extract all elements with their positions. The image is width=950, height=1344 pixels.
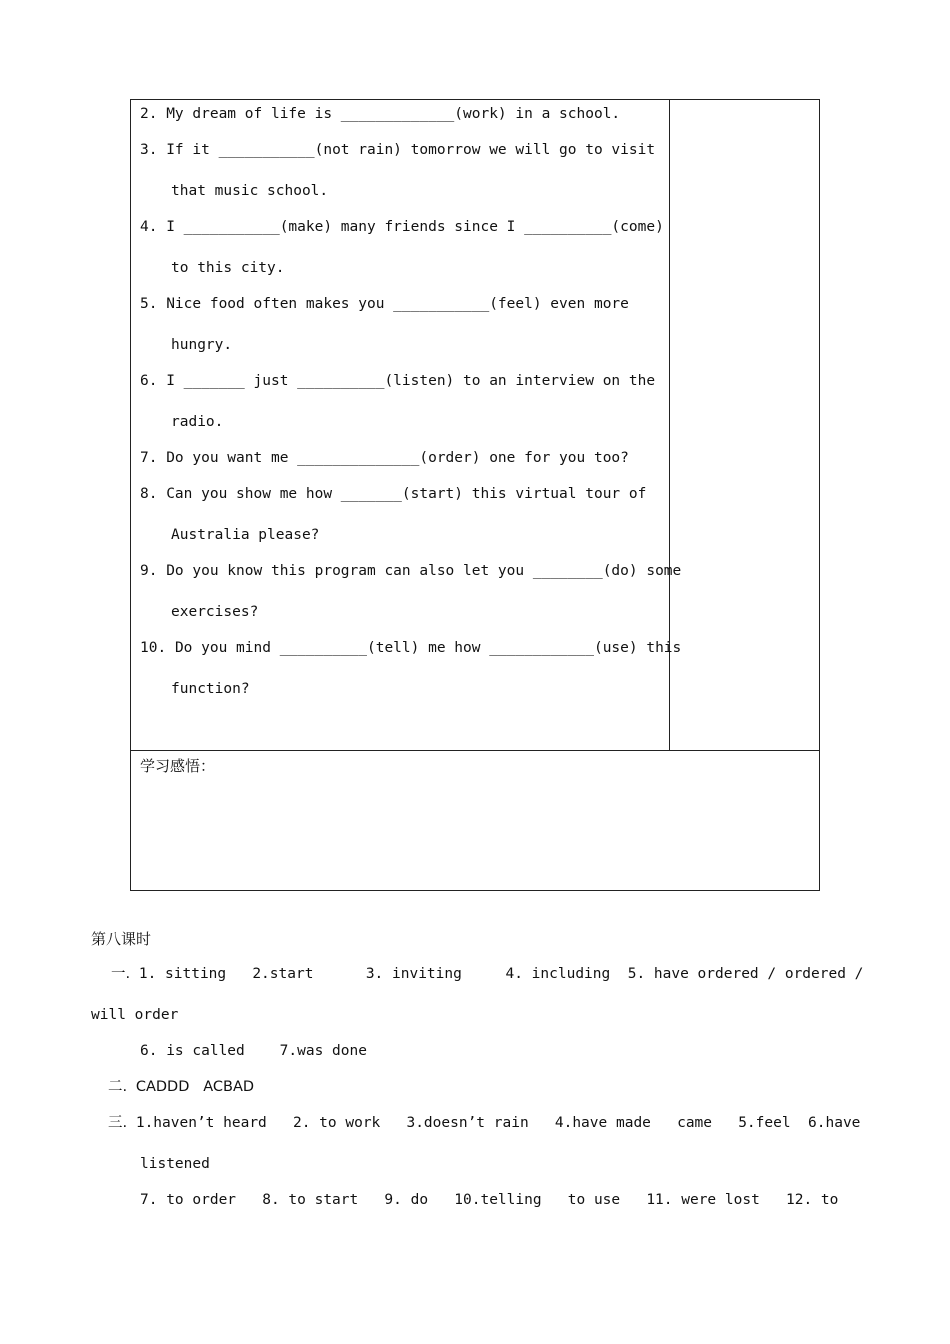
answer-line: 7. to order 8. to start 9. do 10.telling to use 11. were lost 12. to	[140, 1192, 839, 1208]
exercise-item: 4. I ___________(make) many friends since I __________(come)	[140, 219, 664, 235]
answer-line: will order	[91, 1007, 179, 1023]
exercise-table	[130, 99, 820, 891]
lesson-title: 第八课时	[91, 930, 152, 948]
answer-line: 三. 1.haven’t heard 2. to work 3.doesn’t rain 4.have made came 5.feel 6.have	[108, 1115, 861, 1131]
exercise-continuation: that music school.	[171, 183, 329, 199]
answer-line: 一. 1. sitting 2.start 3. inviting 4. including 5. have ordered / ordered /	[111, 966, 864, 982]
exercise-item: 8. Can you show me how _______(start) this virtual tour of	[140, 486, 647, 502]
exercise-item: 2. My dream of life is _____________(work) in a school.	[140, 106, 621, 122]
row-divider	[131, 750, 819, 751]
reflection-label: 学习感悟：	[140, 757, 216, 775]
exercise-item: 7. Do you want me ______________(order) one for you too?	[140, 450, 629, 466]
answer-line: 6. is called 7.was done	[140, 1043, 367, 1059]
exercise-continuation: hungry.	[171, 337, 233, 353]
exercise-continuation: Australia please?	[171, 527, 320, 543]
exercise-continuation: exercises?	[171, 604, 259, 620]
exercise-continuation: function?	[171, 681, 250, 697]
exercise-item: 3. If it ___________(not rain) tomorrow we will go to visit	[140, 142, 656, 158]
answer-line: 二. CADDD ACBAD	[108, 1079, 255, 1095]
answer-line: listened	[140, 1156, 210, 1172]
exercise-item: 10. Do you mind __________(tell) me how ____________(use) this	[140, 640, 682, 656]
exercise-continuation: to this city.	[171, 260, 285, 276]
exercise-item: 9. Do you know this program can also let you ________(do) some	[140, 563, 682, 579]
exercise-item: 6. I _______ just __________(listen) to an interview on the	[140, 373, 656, 389]
exercise-continuation: radio.	[171, 414, 224, 430]
exercise-item: 5. Nice food often makes you ___________(feel) even more	[140, 296, 629, 312]
